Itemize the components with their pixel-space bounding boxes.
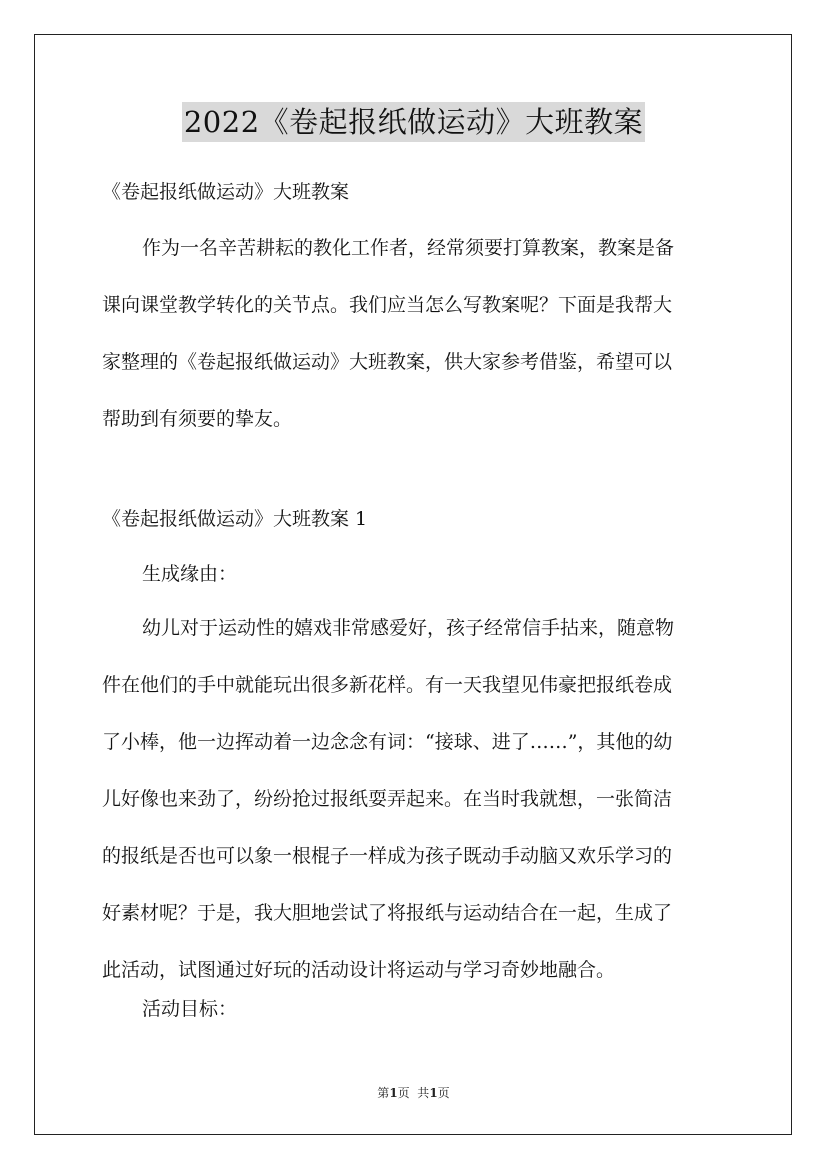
title-wrap [0, 102, 827, 142]
origin-line: 件在他们的手中就能玩出很多新花样。有一天我望见伟豪把报纸卷成 [102, 674, 673, 696]
footer-mid: 页 共 [397, 1086, 430, 1100]
goals-heading: 活动目标： [142, 998, 238, 1020]
document-title: 2022《卷起报纸做运动》大班教案 [182, 102, 645, 142]
origin-paragraph [102, 600, 730, 999]
footer-suffix: 页 [437, 1086, 450, 1100]
origin-line: 儿好像也来劲了，纷纷抢过报纸耍弄起来。在当时我就想，一张简洁 [102, 788, 673, 810]
subtitle: 《卷起报纸做运动》大班教案 [102, 181, 350, 203]
section-heading: 《卷起报纸做运动》大班教案 1 [102, 508, 368, 530]
origin-line: 此活动，试图通过好玩的活动设计将运动与学习奇妙地融合。 [102, 959, 616, 981]
footer-current-page: 1 [389, 1086, 398, 1100]
origin-line: 幼儿对于运动性的嬉戏非常感爱好，孩子经常信手拈来，随意物 [142, 617, 675, 639]
footer-total-pages: 1 [429, 1086, 438, 1100]
origin-line: 的报纸是否也可以象一根棍子一样成为孩子既动手动脑又欢乐学习的 [102, 845, 673, 867]
page-footer [0, 1084, 827, 1101]
footer-prefix: 第 [377, 1086, 390, 1100]
origin-line: 好素材呢？于是，我大胆地尝试了将报纸与运动结合在一起，生成了 [102, 902, 673, 924]
origin-heading: 生成缘由： [142, 563, 238, 585]
intro-line: 课向课堂教学转化的关节点。我们应当怎么写教案呢？下面是我帮大 [102, 294, 673, 316]
intro-line: 作为一名辛苦耕耘的教化工作者，经常须要打算教案，教案是备 [142, 237, 675, 259]
origin-line: 了小棒，他一边挥动着一边念念有词：“接球、进了……”，其他的幼 [102, 731, 673, 753]
intro-line: 帮助到有须要的挚友。 [102, 408, 293, 430]
intro-line: 家整理的《卷起报纸做运动》大班教案，供大家参考借鉴，希望可以 [102, 351, 673, 373]
intro-paragraph [102, 220, 730, 448]
